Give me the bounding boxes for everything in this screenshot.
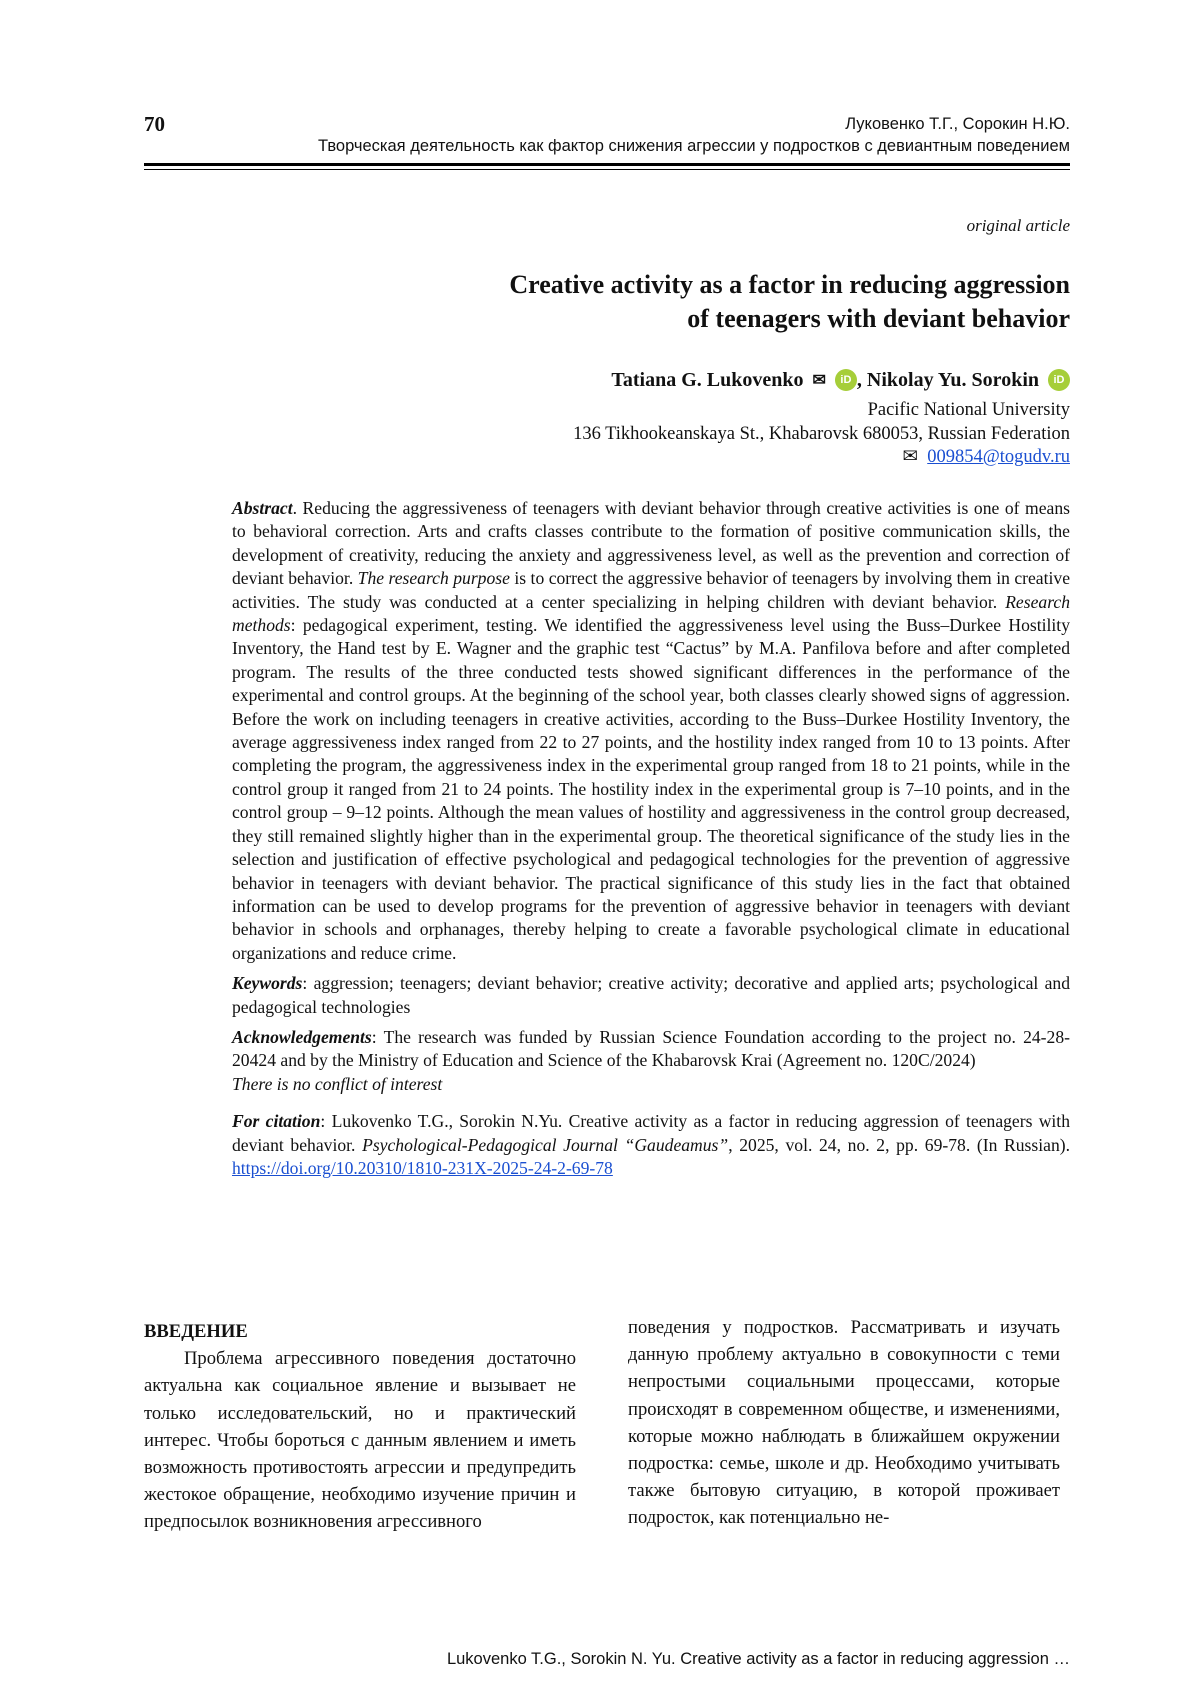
citation-label: For citation (232, 1111, 321, 1132)
article-type: original article (966, 216, 1070, 235)
doi-link[interactable]: https://doi.org/10.20310/1810-231X-2025-24-2-69-78 (232, 1157, 613, 1178)
abstract-label: Abstract (232, 498, 293, 518)
orcid-icon[interactable]: iD (1048, 369, 1070, 391)
author-list (611, 368, 1070, 392)
running-header-title: Творческая деятельность как фактор снижения агрессии у подростков с девиантным поведением (317, 137, 1070, 155)
abstract-block (232, 497, 1070, 1180)
envelope-icon: ✉ (902, 447, 918, 467)
body-paragraph-continued: поведения у подростков. Рассматривать и изучать данную проблему актуально в совокупности с теми непростыми социальными процессами, которые происходят в современном обществе, и изменениями, которые можно наблюдать в ближайшем окружении подростка: семье, школе и др. Необходимо учитывать также бытовую ситуацию, в которой проживает подросток, как потенциально не- (628, 1317, 1060, 1529)
abstract (232, 497, 1070, 965)
page-footer: Lukovenko T.G., Sorokin N. Yu. Creative activity as a factor in reducing aggression … (446, 1650, 1070, 1668)
citation-journal: Psychological-Pedagogical Journal “Gaudeamus” (362, 1134, 729, 1155)
purpose-label: The research purpose (357, 568, 510, 589)
affiliation-institution: Pacific National University (867, 400, 1070, 420)
body-column-right (628, 1314, 1060, 1532)
header-rule (144, 163, 1070, 166)
section-heading: ВВЕДЕНИЕ (144, 1321, 248, 1342)
email-link[interactable]: 009854@togudv.ru (927, 447, 1070, 467)
orcid-icon[interactable]: iD (835, 369, 857, 391)
email-line (902, 446, 1070, 468)
author-1-name: Tatiana G. Lukovenko (611, 368, 804, 391)
page-number: 70 (144, 112, 165, 136)
acknowledgements-label: Acknowledgements (232, 1026, 372, 1047)
citation-text-1: : Lukovenko T.G., Sorokin N.Yu. Creative activity as a factor in reducing aggression of teenagers with deviant behavior. (232, 1111, 1070, 1155)
header-rule-thin (144, 169, 1070, 170)
article-title (310, 268, 1070, 336)
body-paragraph: Проблема агрессивного поведения достаточно актуальна как социальное явление и вызывает не только исследовательский, но и практический интерес. Чтобы бороться с данным явлением и иметь возможность противостоять агрессии и предупредить жестокое обращение, необходимо изучение причин и предпосылок возникновения агрессивного (144, 1348, 576, 1533)
acknowledgements (232, 1026, 1070, 1073)
author-separator: , (856, 368, 862, 391)
affiliation-address: 136 Tikhookeanskaya St., Khabarovsk 680053, Russian Federation (573, 424, 1070, 444)
abstract-text-2: is to correct the aggressive behavior of teenagers by involving them in creative activities. The study was conducted at a center specializing in helping children with deviant behavior. (232, 568, 1070, 612)
citation (232, 1110, 1070, 1180)
body-column-left (144, 1318, 576, 1536)
author-2-name: Nikolay Yu. Sorokin (866, 368, 1039, 391)
affiliation (573, 398, 1070, 446)
running-header-authors: Луковенко Т.Г., Сорокин Н.Ю. (845, 115, 1070, 133)
envelope-icon[interactable]: ✉ (812, 372, 826, 390)
title-line-2: of teenagers with deviant behavior (687, 304, 1070, 333)
title-line-1: Creative activity as a factor in reducing aggression (509, 270, 1070, 299)
conflict-of-interest: There is no conflict of interest (232, 1073, 443, 1094)
methods-label: Research methods (232, 591, 1070, 636)
abstract-text-3: : pedagogical experiment, testing. We identified the aggressiveness level using the Buss–Durkee Hostility Inventory, the Hand test by E. Wagner and the graphic test “Cactus” by M.A. Panfilova before and after completed program. The results of the three conducted tests showed significant differences in the performance of the experimental and control groups. At the beginning of the school year, both classes clearly showed signs of aggression. Before the work on including teenagers in creative activities, according to the Buss–Durkee Hostility Inventory, the average aggressiveness index ranged from 22 to 27 points, and the hostility index ranged from 10 to 13 points. After completing the program, the aggressiveness index in the experimental group ranged from 18 to 21 points, while in the control group it ranged from 21 to 24 points. The hostility index in the experimental group is 7–10 points, and in the control group – 9–12 points. Although the mean values of hostility and aggressiveness in the control group decreased, they still remained slightly higher than in the experimental group. The theoretical significance of the study lies in the selection and justification of effective psychological and pedagogical technologies for the prevention of aggressive behavior in teenagers with deviant behavior. The practical significance of this study lies in the fact that obtained information can be used to develop programs for the prevention of aggressive behavior in teenagers with deviant behavior in schools and orphanages, thereby helping to create a favorable psychological climate in educational organizations and reduce crime. (232, 615, 1070, 963)
keywords (232, 972, 1070, 1019)
keywords-text: : aggression; teenagers; deviant behavior; creative activity; decorative and applied arts; psychological and pedagogical technologies (232, 973, 1070, 1017)
abstract-text-1: . Reducing the aggressiveness of teenagers with deviant behavior through creative activities is one of means to behavioral correction. Arts and crafts classes contribute to the formation of positive communication skills, the development of creativity, reducing the anxiety and aggressiveness level, as well as the prevention and correction of deviant behavior. (232, 498, 1070, 589)
citation-text-2: , 2025, vol. 24, no. 2, pp. 69-78. (In Russian). (728, 1134, 1071, 1155)
acknowledgements-text: : The research was funded by Russian Science Foundation according to the project no. 24-28-20424 and by the Ministry of Education and Science of the Khabarovsk Krai (Agreement no. 120C/2024) (232, 1026, 1070, 1071)
keywords-label: Keywords (232, 973, 303, 994)
